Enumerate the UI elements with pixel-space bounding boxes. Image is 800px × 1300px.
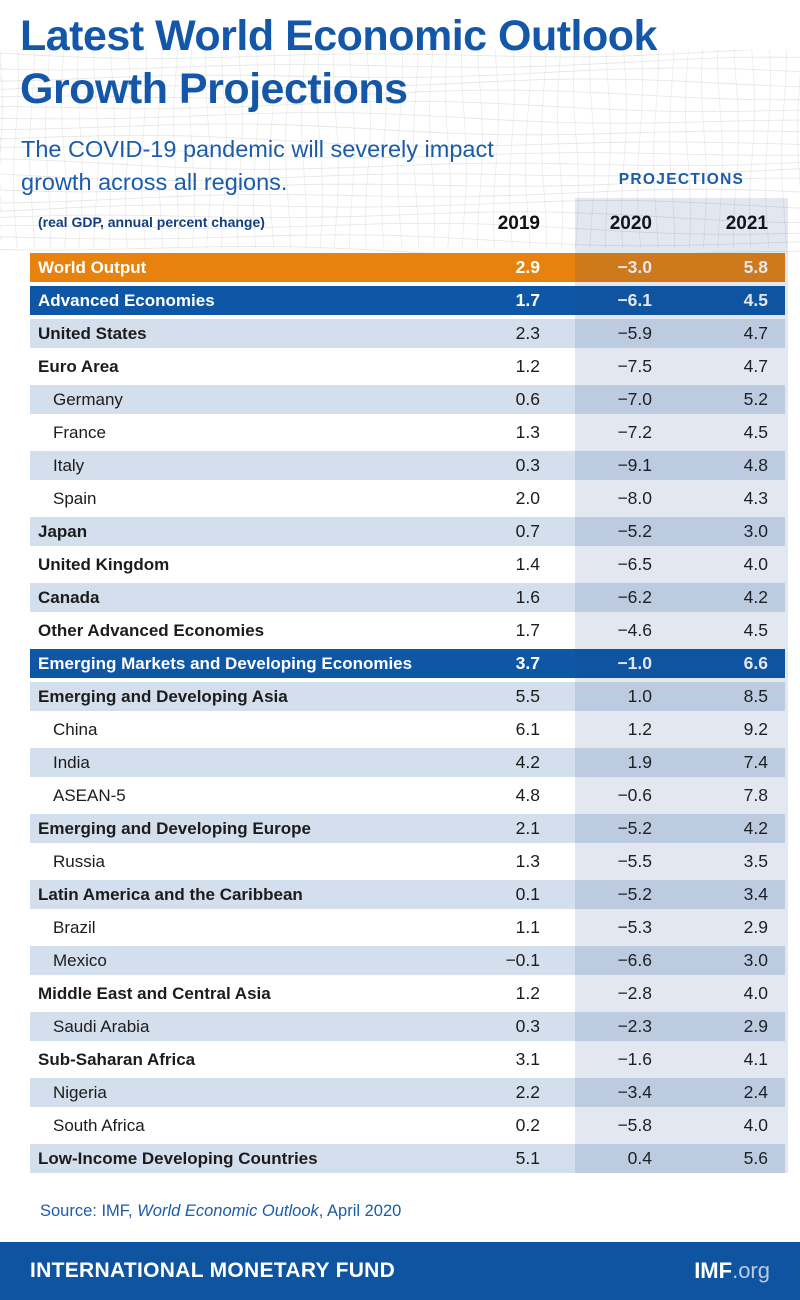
row-label: Emerging Markets and Developing Economies xyxy=(38,653,413,673)
value-2020: −6.5 xyxy=(617,554,652,574)
value-2019: 1.4 xyxy=(515,554,540,574)
row-label: China xyxy=(53,719,98,739)
value-2019: 1.6 xyxy=(515,587,540,607)
table-row xyxy=(30,649,785,678)
year-header-spacer xyxy=(30,211,465,237)
table-row xyxy=(30,1144,785,1173)
value-2019: 4.2 xyxy=(515,752,540,772)
value-2021: 4.3 xyxy=(743,488,768,508)
value-2020: −9.1 xyxy=(617,455,652,475)
imf-org-link-rest: .org xyxy=(732,1258,770,1283)
value-2020: 1.2 xyxy=(627,719,652,739)
value-2021: 7.8 xyxy=(743,785,768,805)
value-2021: 4.7 xyxy=(743,323,768,343)
row-label: Latin America and the Caribbean xyxy=(38,884,303,904)
table-row xyxy=(30,253,785,282)
projection-table xyxy=(30,253,785,1177)
row-label: Nigeria xyxy=(53,1082,107,1102)
imf-org-name: INTERNATIONAL MONETARY FUND xyxy=(30,1259,396,1282)
value-2020: −7.5 xyxy=(617,356,652,376)
row-label: Russia xyxy=(53,851,105,871)
table-row xyxy=(30,847,785,876)
value-2020: −7.0 xyxy=(617,389,652,409)
value-2020: −0.6 xyxy=(617,785,652,805)
value-2020: −5.3 xyxy=(617,917,652,937)
table-row xyxy=(30,451,785,480)
table-row xyxy=(30,682,785,711)
value-2020: 1.0 xyxy=(627,686,652,706)
subtitle-line1: The COVID-19 pandemic will severely impact xyxy=(21,136,494,162)
footer-bar xyxy=(0,1242,800,1300)
value-2019: 2.3 xyxy=(515,323,540,343)
value-2021: 4.2 xyxy=(743,587,768,607)
value-2021: 4.2 xyxy=(743,818,768,838)
value-2019: 0.6 xyxy=(515,389,540,409)
row-label: Sub-Saharan Africa xyxy=(38,1049,196,1069)
value-2020: −5.8 xyxy=(617,1115,652,1135)
value-2021: 8.5 xyxy=(743,686,768,706)
value-2020: −2.3 xyxy=(617,1016,652,1036)
value-2020: −8.0 xyxy=(617,488,652,508)
value-2021: 2.9 xyxy=(743,1016,768,1036)
table-row xyxy=(30,418,785,447)
value-2019: 5.5 xyxy=(515,686,540,706)
imf-org-link-bold: IMF xyxy=(694,1258,733,1283)
value-2019: 2.1 xyxy=(515,818,540,838)
table-row xyxy=(30,583,785,612)
row-label: Mexico xyxy=(53,950,107,970)
value-2021: 4.5 xyxy=(743,422,768,442)
row-label: France xyxy=(53,422,106,442)
value-2020: −4.6 xyxy=(617,620,652,640)
unit-note: (real GDP, annual percent change) xyxy=(38,214,265,230)
value-2019: 6.1 xyxy=(515,719,540,739)
value-2020: −5.9 xyxy=(617,323,652,343)
value-2019: 1.3 xyxy=(515,422,540,442)
value-2020: 0.4 xyxy=(627,1148,652,1168)
table-row xyxy=(30,1111,785,1140)
value-2021: 4.0 xyxy=(743,554,768,574)
value-2020: −5.2 xyxy=(617,884,652,904)
value-2021: 3.0 xyxy=(743,950,768,970)
table-row xyxy=(30,748,785,777)
table-row xyxy=(30,352,785,381)
year-column-2021: 2021 xyxy=(725,213,768,234)
value-2020: −1.0 xyxy=(617,653,652,673)
row-label: Euro Area xyxy=(38,356,119,376)
subtitle xyxy=(21,133,494,199)
value-2021: 4.5 xyxy=(743,290,768,310)
row-label: World Output xyxy=(38,257,147,277)
value-2021: 5.2 xyxy=(743,389,768,409)
value-2021: 2.4 xyxy=(743,1082,768,1102)
year-column-2020: 2020 xyxy=(609,213,652,234)
value-2019: 3.7 xyxy=(515,653,540,673)
table-row xyxy=(30,319,785,348)
table-row xyxy=(30,1078,785,1107)
row-label: Japan xyxy=(38,521,88,541)
value-2021: 4.0 xyxy=(743,1115,768,1135)
value-2020: −6.2 xyxy=(617,587,652,607)
page-title-line1: Latest World Economic Outlook xyxy=(20,12,657,60)
year-column-2019: 2019 xyxy=(497,213,540,234)
value-2020: −5.2 xyxy=(617,818,652,838)
value-2021: 4.7 xyxy=(743,356,768,376)
source-suffix: , April 2020 xyxy=(318,1202,402,1220)
table-row xyxy=(30,946,785,975)
value-2021: 4.1 xyxy=(743,1049,768,1069)
value-2021: 5.8 xyxy=(743,257,768,277)
row-label: United States xyxy=(38,323,147,343)
row-label: Middle East and Central Asia xyxy=(38,983,271,1003)
row-label: Other Advanced Economies xyxy=(38,620,265,640)
table-row xyxy=(30,979,785,1008)
row-label: India xyxy=(53,752,90,772)
table-row xyxy=(30,1012,785,1041)
year-header-row xyxy=(30,211,785,237)
page-title xyxy=(20,10,657,116)
value-2019: −0.1 xyxy=(505,950,540,970)
subtitle-line2: growth across all regions. xyxy=(21,169,288,195)
value-2021: 6.6 xyxy=(743,653,768,673)
value-2019: 0.2 xyxy=(515,1115,540,1135)
value-2020: −3.4 xyxy=(617,1082,652,1102)
row-label: Italy xyxy=(53,455,85,475)
value-2019: 0.7 xyxy=(515,521,540,541)
value-2021: 5.6 xyxy=(743,1148,768,1168)
table-row xyxy=(30,715,785,744)
value-2019: 2.0 xyxy=(515,488,540,508)
value-2019: 1.3 xyxy=(515,851,540,871)
imf-org-link[interactable] xyxy=(694,1258,770,1284)
source-prefix: Source: IMF, xyxy=(40,1202,138,1220)
value-2021: 2.9 xyxy=(743,917,768,937)
value-2019: 4.8 xyxy=(515,785,540,805)
value-2020: −6.1 xyxy=(617,290,652,310)
table-row xyxy=(30,517,785,546)
source-note xyxy=(40,1202,401,1221)
value-2021: 3.0 xyxy=(743,521,768,541)
value-2019: 0.1 xyxy=(515,884,540,904)
row-label: Saudi Arabia xyxy=(53,1016,150,1036)
value-2019: 2.9 xyxy=(515,257,540,277)
source-publication: World Economic Outlook xyxy=(137,1202,319,1220)
value-2019: 0.3 xyxy=(515,455,540,475)
table-row xyxy=(30,1045,785,1074)
value-2019: 3.1 xyxy=(515,1049,540,1069)
table-row xyxy=(30,484,785,513)
table-row xyxy=(30,550,785,579)
value-2020: −3.0 xyxy=(617,257,652,277)
row-label: Canada xyxy=(38,587,100,607)
table-row xyxy=(30,880,785,909)
value-2021: 4.8 xyxy=(743,455,768,475)
row-label: Advanced Economies xyxy=(38,290,215,310)
value-2019: 1.1 xyxy=(515,917,540,937)
value-2021: 9.2 xyxy=(743,719,768,739)
row-label: Low-Income Developing Countries xyxy=(38,1148,318,1168)
value-2020: −2.8 xyxy=(617,983,652,1003)
value-2019: 2.2 xyxy=(515,1082,540,1102)
value-2021: 4.5 xyxy=(743,620,768,640)
row-label: Germany xyxy=(53,389,123,409)
row-label: Spain xyxy=(53,488,97,508)
value-2019: 1.7 xyxy=(515,290,540,310)
table-row xyxy=(30,913,785,942)
projections-label: PROJECTIONS xyxy=(618,171,745,188)
value-2021: 3.4 xyxy=(743,884,768,904)
value-2020: −1.6 xyxy=(617,1049,652,1069)
value-2020: −5.5 xyxy=(617,851,652,871)
table-row xyxy=(30,814,785,843)
value-2021: 7.4 xyxy=(743,752,768,772)
value-2020: −7.2 xyxy=(617,422,652,442)
row-label: Emerging and Developing Asia xyxy=(38,686,288,706)
value-2021: 4.0 xyxy=(743,983,768,1003)
table-row xyxy=(30,385,785,414)
table-row xyxy=(30,616,785,645)
row-label: ASEAN-5 xyxy=(53,785,126,805)
value-2020: −5.2 xyxy=(617,521,652,541)
table-row xyxy=(30,781,785,810)
value-2019: 1.2 xyxy=(515,983,540,1003)
row-label: Emerging and Developing Europe xyxy=(38,818,311,838)
row-label: South Africa xyxy=(53,1115,145,1135)
row-label: United Kingdom xyxy=(38,554,170,574)
value-2019: 1.7 xyxy=(515,620,540,640)
value-2021: 3.5 xyxy=(743,851,768,871)
value-2019: 5.1 xyxy=(515,1148,540,1168)
row-label: Brazil xyxy=(53,917,96,937)
value-2020: 1.9 xyxy=(627,752,652,772)
page-title-line2: Growth Projections xyxy=(20,65,408,113)
value-2019: 1.2 xyxy=(515,356,540,376)
value-2019: 0.3 xyxy=(515,1016,540,1036)
table-row xyxy=(30,286,785,315)
value-2020: −6.6 xyxy=(617,950,652,970)
